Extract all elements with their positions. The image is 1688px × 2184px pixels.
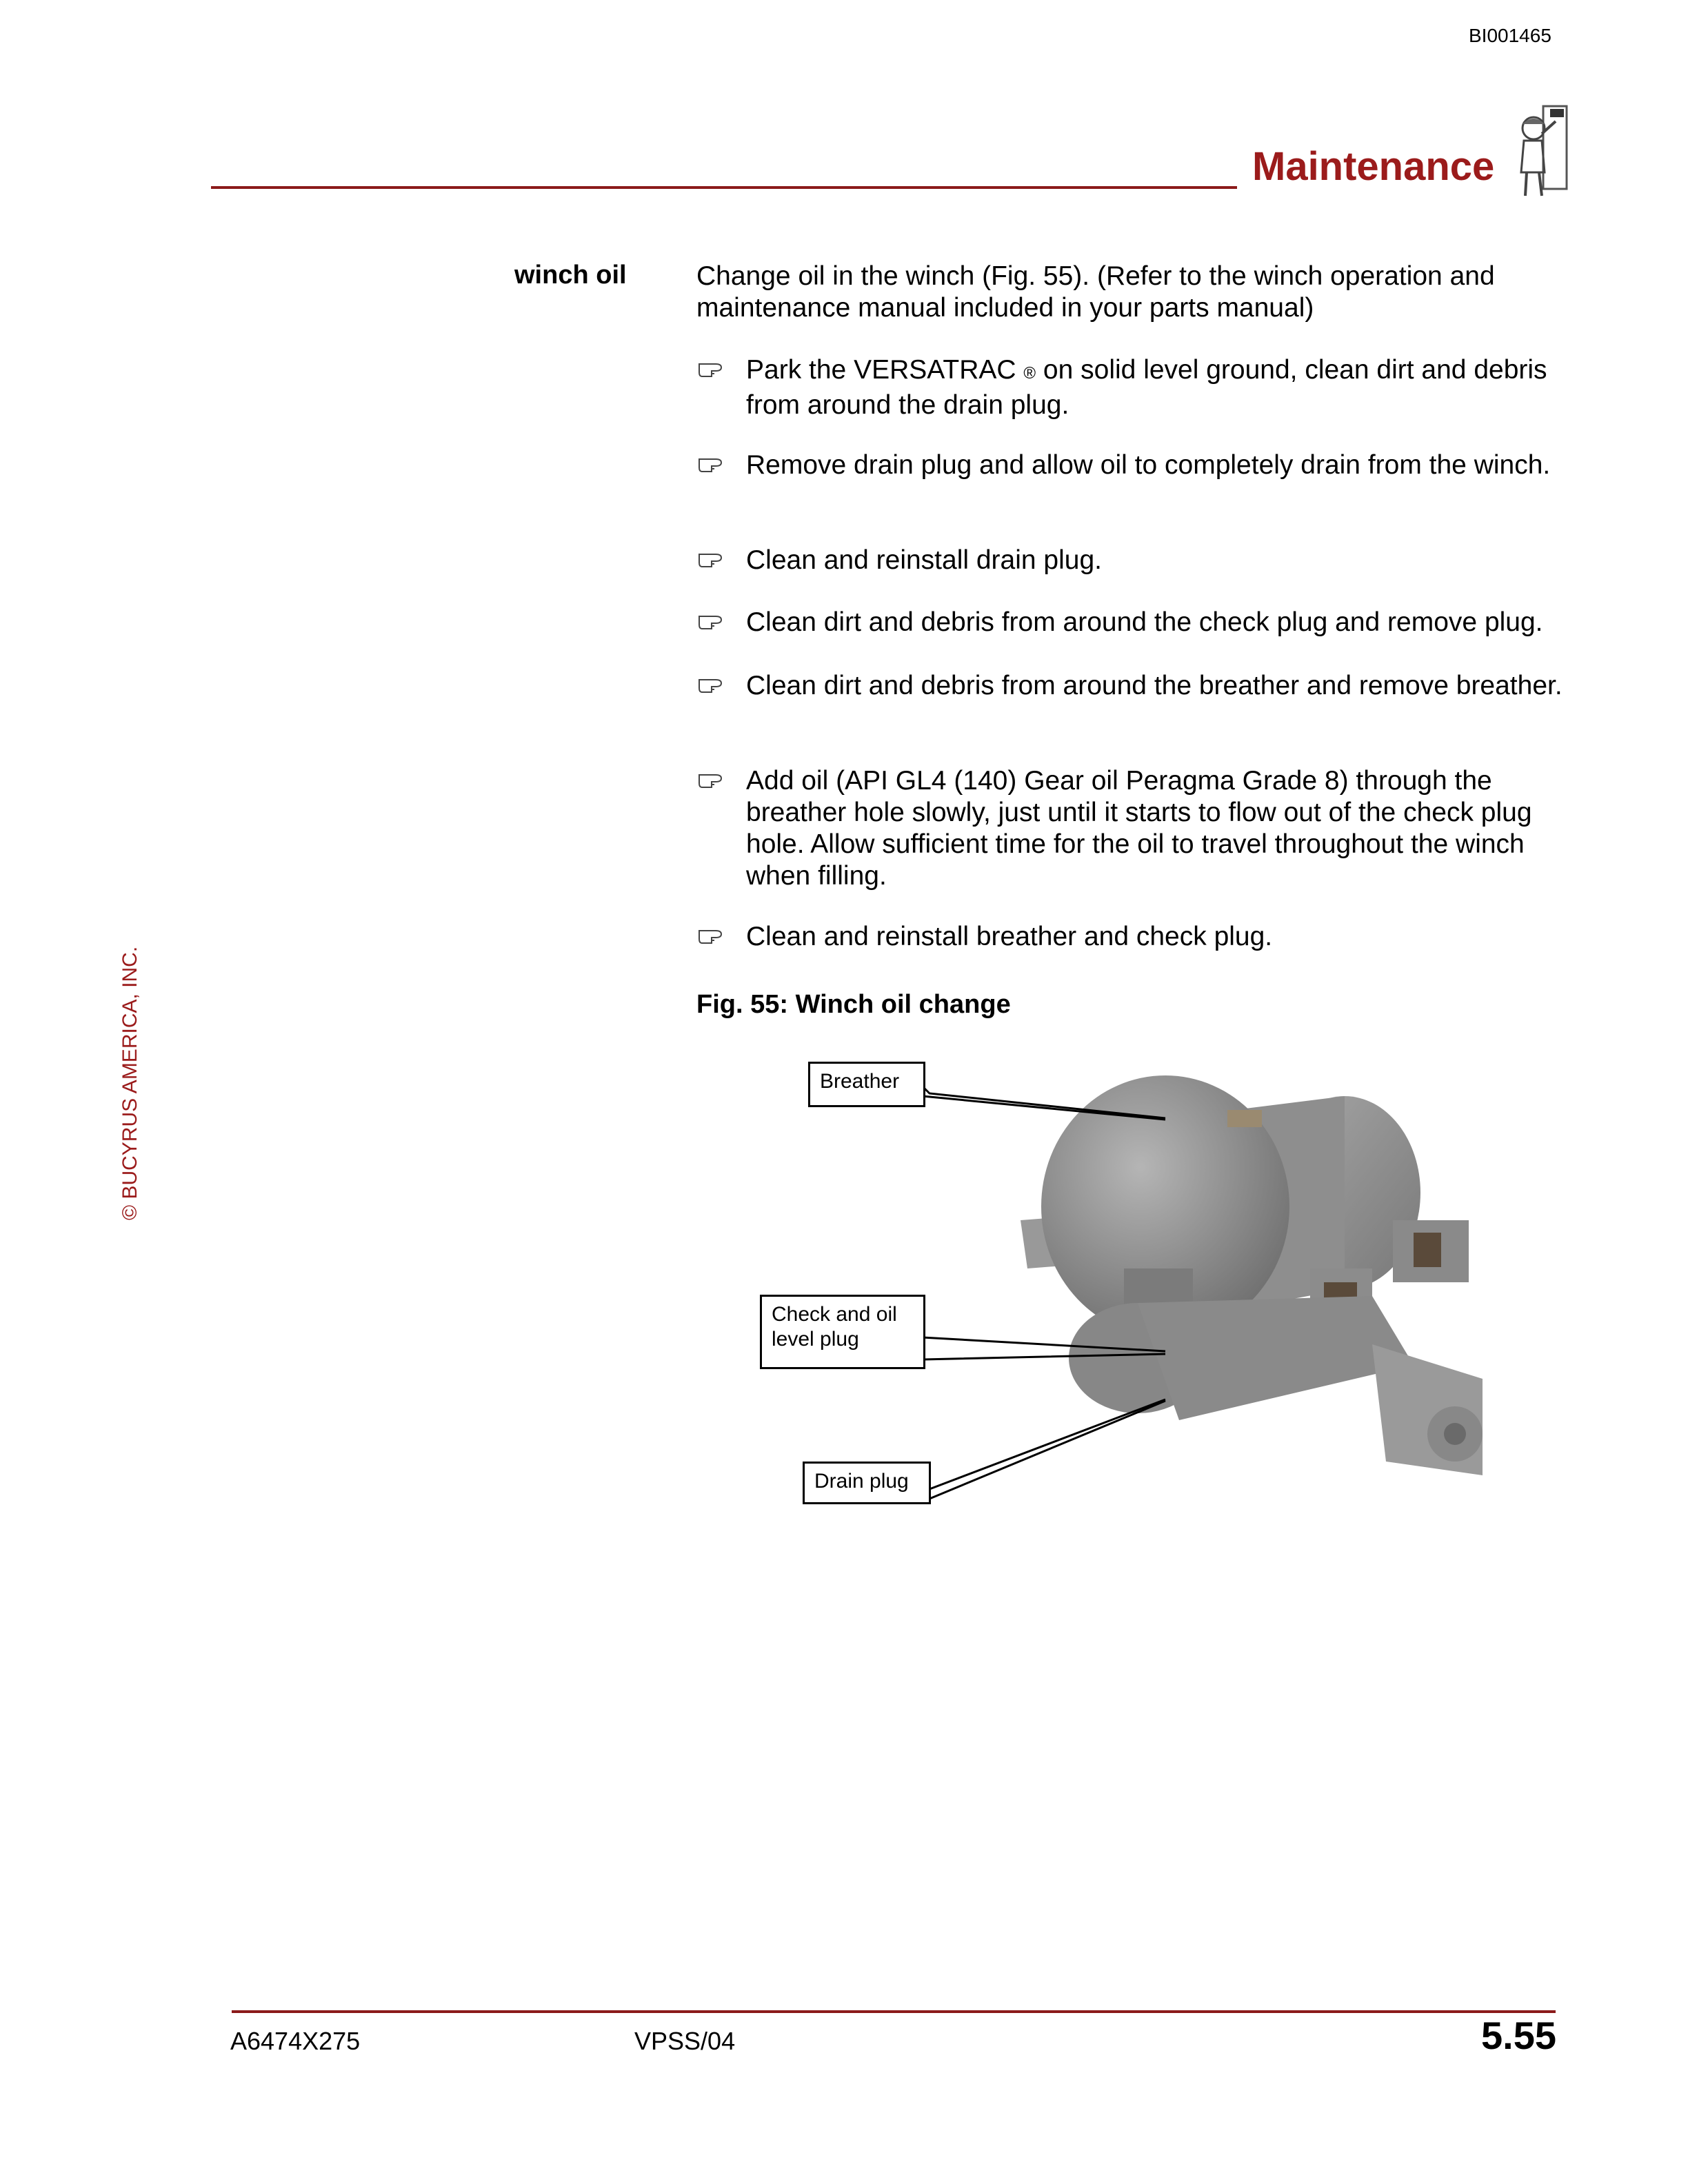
document-id: BI001465 [1469, 25, 1551, 46]
callout-drain-plug: Drain plug [803, 1462, 931, 1504]
pointing-hand-icon [696, 354, 724, 386]
bullet-text: Clean dirt and debris from around the breather and remove breather. [746, 671, 1563, 700]
pointing-hand-icon [696, 921, 724, 953]
bullet-text: Remove drain plug and allow oil to completely drain from the winch. [746, 450, 1551, 480]
footer-code: VPSS/04 [634, 2027, 736, 2055]
figure-caption: Fig. 55: Winch oil change [696, 990, 1011, 1019]
callout-check-plug: Check and oil level plug [760, 1295, 925, 1369]
header-rule [211, 186, 1237, 189]
bullet-text: Clean and reinstall drain plug. [746, 545, 1102, 575]
section-title: Maintenance [1252, 144, 1495, 189]
bullet-text: Add oil (API GL4 (140) Gear oil Peragma Grade 8) through the breather hole slowly, just until it starts to flow out of the check plug hole. Allow sufficient time for the oil to travel throughout the winch when filling. [746, 766, 1532, 891]
topic-label: winch oil [514, 261, 627, 290]
pointing-hand-icon [696, 449, 724, 481]
worker-start-icon [1500, 103, 1576, 200]
bullet-text: Park the VERSATRAC ® on solid level ground, clean dirt and debris from around the drain plug. [746, 355, 1547, 420]
bullet-text: Clean dirt and debris from around the check plug and remove plug. [746, 607, 1543, 637]
pointing-hand-icon [696, 670, 724, 702]
winch-figure [752, 1048, 1524, 1530]
side-copyright: © BUCYRUS AMERICA, INC. [119, 946, 141, 1220]
footer-rule [232, 2010, 1556, 2013]
pointing-hand-icon [696, 545, 724, 576]
footer-doc-number: A6474X275 [230, 2027, 361, 2055]
intro-paragraph: Change oil in the winch (Fig. 55). (Refer to the winch operation and maintenance manual included in your parts manual) [696, 261, 1495, 323]
page-number: 5.55 [1481, 2014, 1556, 2057]
pointing-hand-icon [696, 765, 724, 797]
pointing-hand-icon [696, 607, 724, 638]
callout-breather: Breather [808, 1062, 925, 1107]
bullet-text: Clean and reinstall breather and check plug. [746, 922, 1273, 951]
